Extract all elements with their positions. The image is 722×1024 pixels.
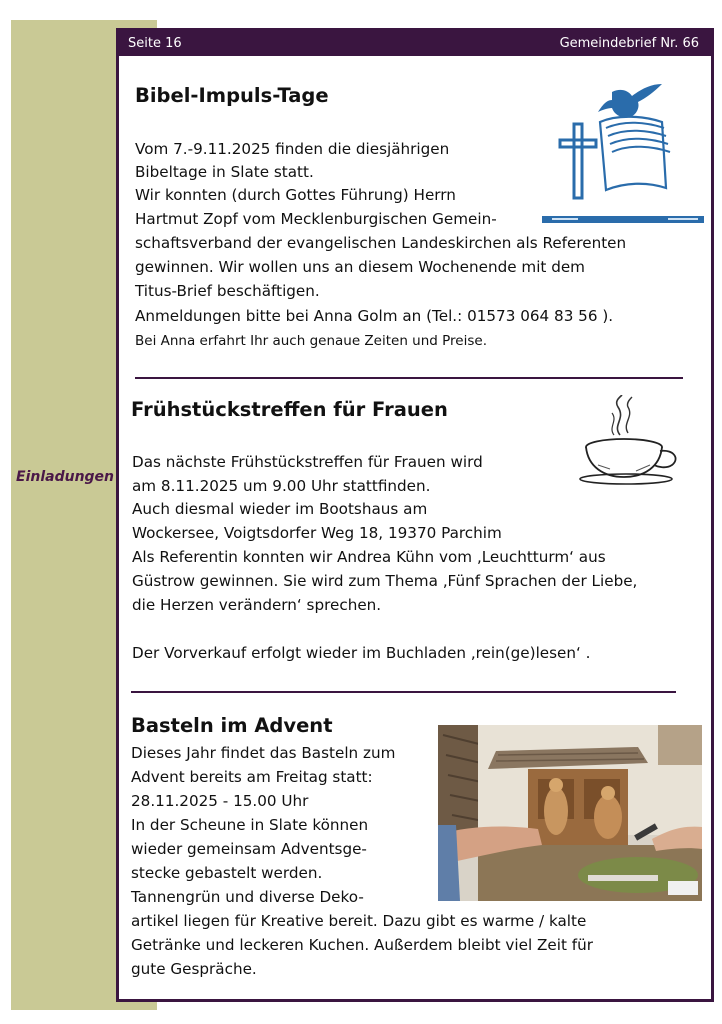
- paragraph-line: Güstrow gewinnen. Sie wird zum Thema ‚Fünf Sprachen der Liebe,: [132, 572, 638, 590]
- section-title-fruehstueck: Frühstückstreffen für Frauen: [131, 398, 448, 421]
- paragraph-line: schaftsverband der evangelischen Landeskirchen als Referenten: [135, 234, 627, 252]
- paragraph-line: Getränke und leckeren Kuchen. Außerdem bleibt viel Zeit für: [131, 936, 593, 954]
- paragraph-line: Vom 7.-9.11.2025 finden die diesjährigen: [135, 140, 450, 158]
- paragraph-line: wieder gemeinsam Adventsge-: [131, 840, 367, 858]
- paragraph-line: Dieses Jahr findet das Basteln zum: [131, 744, 396, 762]
- header-bar: [119, 31, 711, 56]
- paragraph-line: Wir konnten (durch Gottes Führung) Herrn: [135, 186, 456, 204]
- paragraph-line: Anmeldungen bitte bei Anna Golm an (Tel.: 01573 064 83 56 ).: [135, 307, 614, 325]
- paragraph-line: In der Scheune in Slate können: [131, 816, 369, 834]
- paragraph-line: Als Referentin konnten wir Andrea Kühn vom ‚Leuchtturm‘ aus: [132, 548, 606, 566]
- paragraph-line: die Herzen verändern‘ sprechen.: [132, 596, 382, 614]
- paragraph-line: Tannengrün und diverse Deko-: [131, 888, 364, 906]
- section-title-bibel: Bibel-Impuls-Tage: [135, 84, 329, 107]
- page-number: Seite 16: [128, 36, 182, 51]
- section-title-basteln: Basteln im Advent: [131, 714, 333, 737]
- section-divider: [131, 691, 676, 693]
- paragraph-line: 28.11.2025 - 15.00 Uhr: [131, 792, 309, 810]
- paragraph-line: Auch diesmal wieder im Bootshaus am: [132, 500, 428, 518]
- paragraph-line: am 8.11.2025 um 9.00 Uhr stattfinden.: [132, 477, 431, 495]
- nativity-photo: [438, 725, 702, 901]
- sidebar-section-label: Einladungen: [16, 469, 115, 485]
- issue-label: Gemeindebrief Nr. 66: [559, 36, 699, 51]
- paragraph-line: gute Gespräche.: [131, 960, 257, 978]
- paragraph-line: Titus-Brief beschäftigen.: [135, 282, 320, 300]
- coffee-cup-icon: [576, 395, 688, 485]
- paragraph-line: Advent bereits am Freitag statt:: [131, 768, 373, 786]
- paragraph-line: Wockersee, Voigtsdorfer Weg 18, 19370 Parchim: [132, 524, 502, 542]
- dove-bible-cross-icon: [540, 70, 706, 230]
- paragraph-line: Hartmut Zopf vom Mecklenburgischen Gemein-: [135, 210, 497, 228]
- paragraph-line: Bei Anna erfahrt Ihr auch genaue Zeiten und Preise.: [135, 333, 487, 349]
- paragraph-line: Bibeltage in Slate statt.: [135, 163, 314, 181]
- paragraph-line: stecke gebastelt werden.: [131, 864, 323, 882]
- paragraph-line: Der Vorverkauf erfolgt wieder im Buchladen ‚rein(ge)lesen‘ .: [132, 644, 591, 662]
- section-divider: [135, 377, 683, 379]
- paragraph-line: Das nächste Frühstückstreffen für Frauen wird: [132, 453, 483, 471]
- paragraph-line: gewinnen. Wir wollen uns an diesem Wochenende mit dem: [135, 258, 585, 276]
- paragraph-line: artikel liegen für Kreative bereit. Dazu gibt es warme / kalte: [131, 912, 587, 930]
